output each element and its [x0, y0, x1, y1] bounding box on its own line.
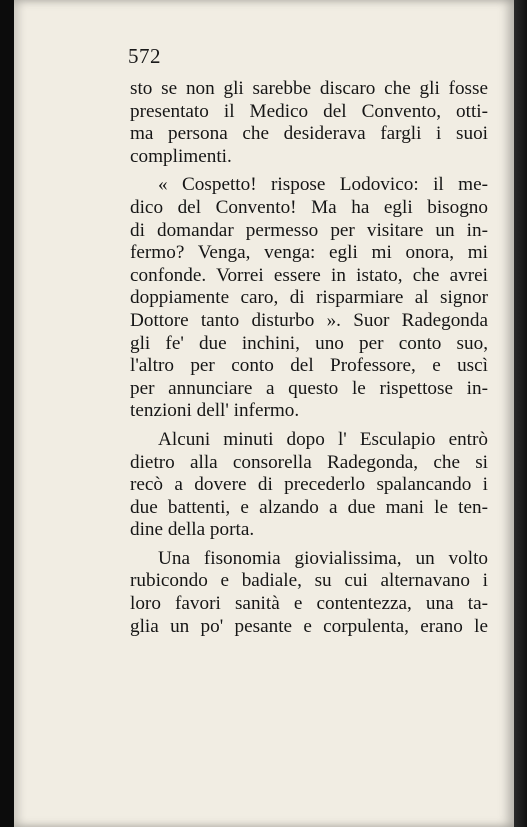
text-line: recò a dovere di precederlo spalancando i: [130, 474, 488, 496]
text-line: dico del Convento! Ma ha egli bisogno: [130, 196, 488, 218]
text-line: « Cospetto! rispose Lodovico: il me-: [158, 174, 488, 196]
text-line: per annunciare a questo le rispettose in-: [130, 377, 488, 399]
text-line: dietro alla consorella Radegonda, che si: [130, 451, 488, 473]
text-line: di domandar permesso per visitare un in-: [130, 219, 488, 241]
text-line: rubicondo e badiale, su cui alternavano i: [130, 570, 488, 592]
text-line: ma persona che desiderava fargli i suoi: [130, 123, 488, 145]
text-line: tenzioni dell' infermo.: [130, 400, 300, 422]
text-line: doppiamente caro, di risparmiare al signor: [130, 287, 488, 309]
paragraph-4: [130, 548, 488, 638]
book-page: [14, 0, 514, 827]
page-edge-shadow: [514, 0, 527, 827]
paragraph-2: [130, 174, 488, 423]
text-line: glia un po' pesante e corpulenta, erano le: [130, 615, 488, 637]
text-line: gli fe' due inchini, uno per conto suo,: [130, 332, 488, 354]
text-line: loro favori sanità e contentezza, una ta-: [130, 593, 488, 615]
text-line: Alcuni minuti dopo l' Esculapio entrò: [158, 428, 488, 450]
text-line: confonde. Vorrei essere in istato, che avrei: [130, 264, 488, 286]
text-line: presentato il Medico del Convento, otti-: [130, 100, 488, 122]
body-text: [130, 78, 488, 638]
page-number: 572: [128, 44, 161, 68]
text-line: fermo? Venga, venga: egli mi onora, mi: [130, 242, 488, 264]
text-line: sto se non gli sarebbe discaro che gli fosse: [130, 78, 488, 99]
paragraph-1: [130, 78, 488, 168]
text-line: due battenti, e alzando a due mani le ten-: [130, 496, 488, 518]
text-line: Dottore tanto disturbo ». Suor Radegonda: [130, 309, 488, 331]
text-line: l'altro per conto del Professore, e uscì: [130, 355, 488, 377]
paragraph-3: [130, 429, 488, 542]
text-line: Una fisonomia giovialissima, un volto: [158, 547, 488, 569]
text-line: dine della porta.: [130, 519, 255, 541]
text-line: complimenti.: [130, 145, 232, 167]
